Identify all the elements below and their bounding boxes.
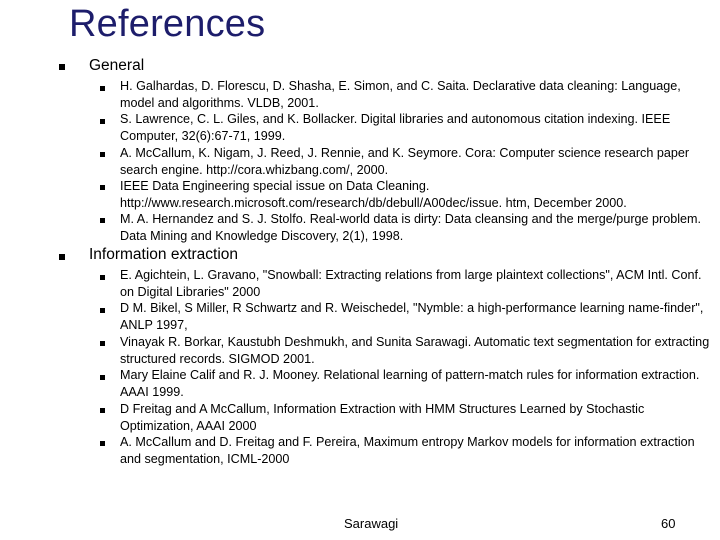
square-bullet-icon (100, 441, 105, 446)
square-bullet-icon (100, 185, 105, 190)
reference-text: Vinayak R. Borkar, Kaustubh Deshmukh, and Sunita Sarawagi. Automatic text segmentation for extracting structured records. SIGMOD 2001. (120, 335, 710, 366)
square-bullet-icon (100, 119, 105, 124)
page-number: 60 (661, 516, 676, 531)
reference-text: H. Galhardas, D. Florescu, D. Shasha, E. Simon, and C. Saita. Declarative data cleaning: Language, model and algorithms. VLDB, 2001. (120, 79, 681, 110)
square-bullet-icon (100, 341, 105, 346)
reference-text: A. McCallum, K. Nigam, J. Reed, J. Rennie, and K. Seymore. Cora: Computer science research paper search engine. http://cora.whizbang.com/, 2000. (120, 146, 690, 177)
reference-text: D M. Bikel, S Miller, R Schwartz and R. Weischedel, "Nymble: a high-performance learning name-finder", ANLP 1997, (120, 301, 704, 332)
square-bullet-icon (100, 375, 105, 380)
reference-text: E. Agichtein, L. Gravano, "Snowball: Extracting relations from large plaintext collections", ACM Intl. Conf. on Digital Libraries" 2000 (120, 268, 702, 299)
section-heading: General (89, 57, 145, 74)
square-bullet-icon (100, 86, 105, 91)
square-bullet-icon (59, 64, 65, 70)
reference-text: S. Lawrence, C. L. Giles, and K. Bollacker. Digital libraries and autonomous citation indexing. IEEE Computer, 32(6):67-71, 1999. (120, 112, 671, 143)
square-bullet-icon (100, 218, 105, 223)
square-bullet-icon (100, 408, 105, 413)
square-bullet-icon (100, 152, 105, 157)
square-bullet-icon (59, 254, 65, 260)
section-heading: Information extraction (89, 246, 239, 263)
reference-text: Mary Elaine Calif and R. J. Mooney. Relational learning of pattern-match rules for information extraction. AAAI 1999. (120, 368, 700, 399)
reference-text: IEEE Data Engineering special issue on Data Cleaning. http://www.research.microsoft.com/research/db/debull/A00dec/issue. htm, December 2000. (120, 179, 627, 210)
reference-text: A. McCallum and D. Freitag and F. Pereira, Maximum entropy Markov models for information extraction and segmentation, ICML-2000 (120, 435, 695, 466)
reference-text: M. A. Hernandez and S. J. Stolfo. Real-world data is dirty: Data cleansing and the merge/purge problem. Data Mining and Knowledge Discovery, 2(1), 1998. (120, 212, 702, 243)
square-bullet-icon (100, 308, 105, 313)
footer-author: Sarawagi (344, 516, 399, 531)
reference-text: D Freitag and A McCallum, Information Extraction with HMM Structures Learned by Stochastic Optimization, AAAI 2000 (120, 402, 645, 433)
square-bullet-icon (100, 275, 105, 280)
slide-title: References (69, 3, 266, 45)
